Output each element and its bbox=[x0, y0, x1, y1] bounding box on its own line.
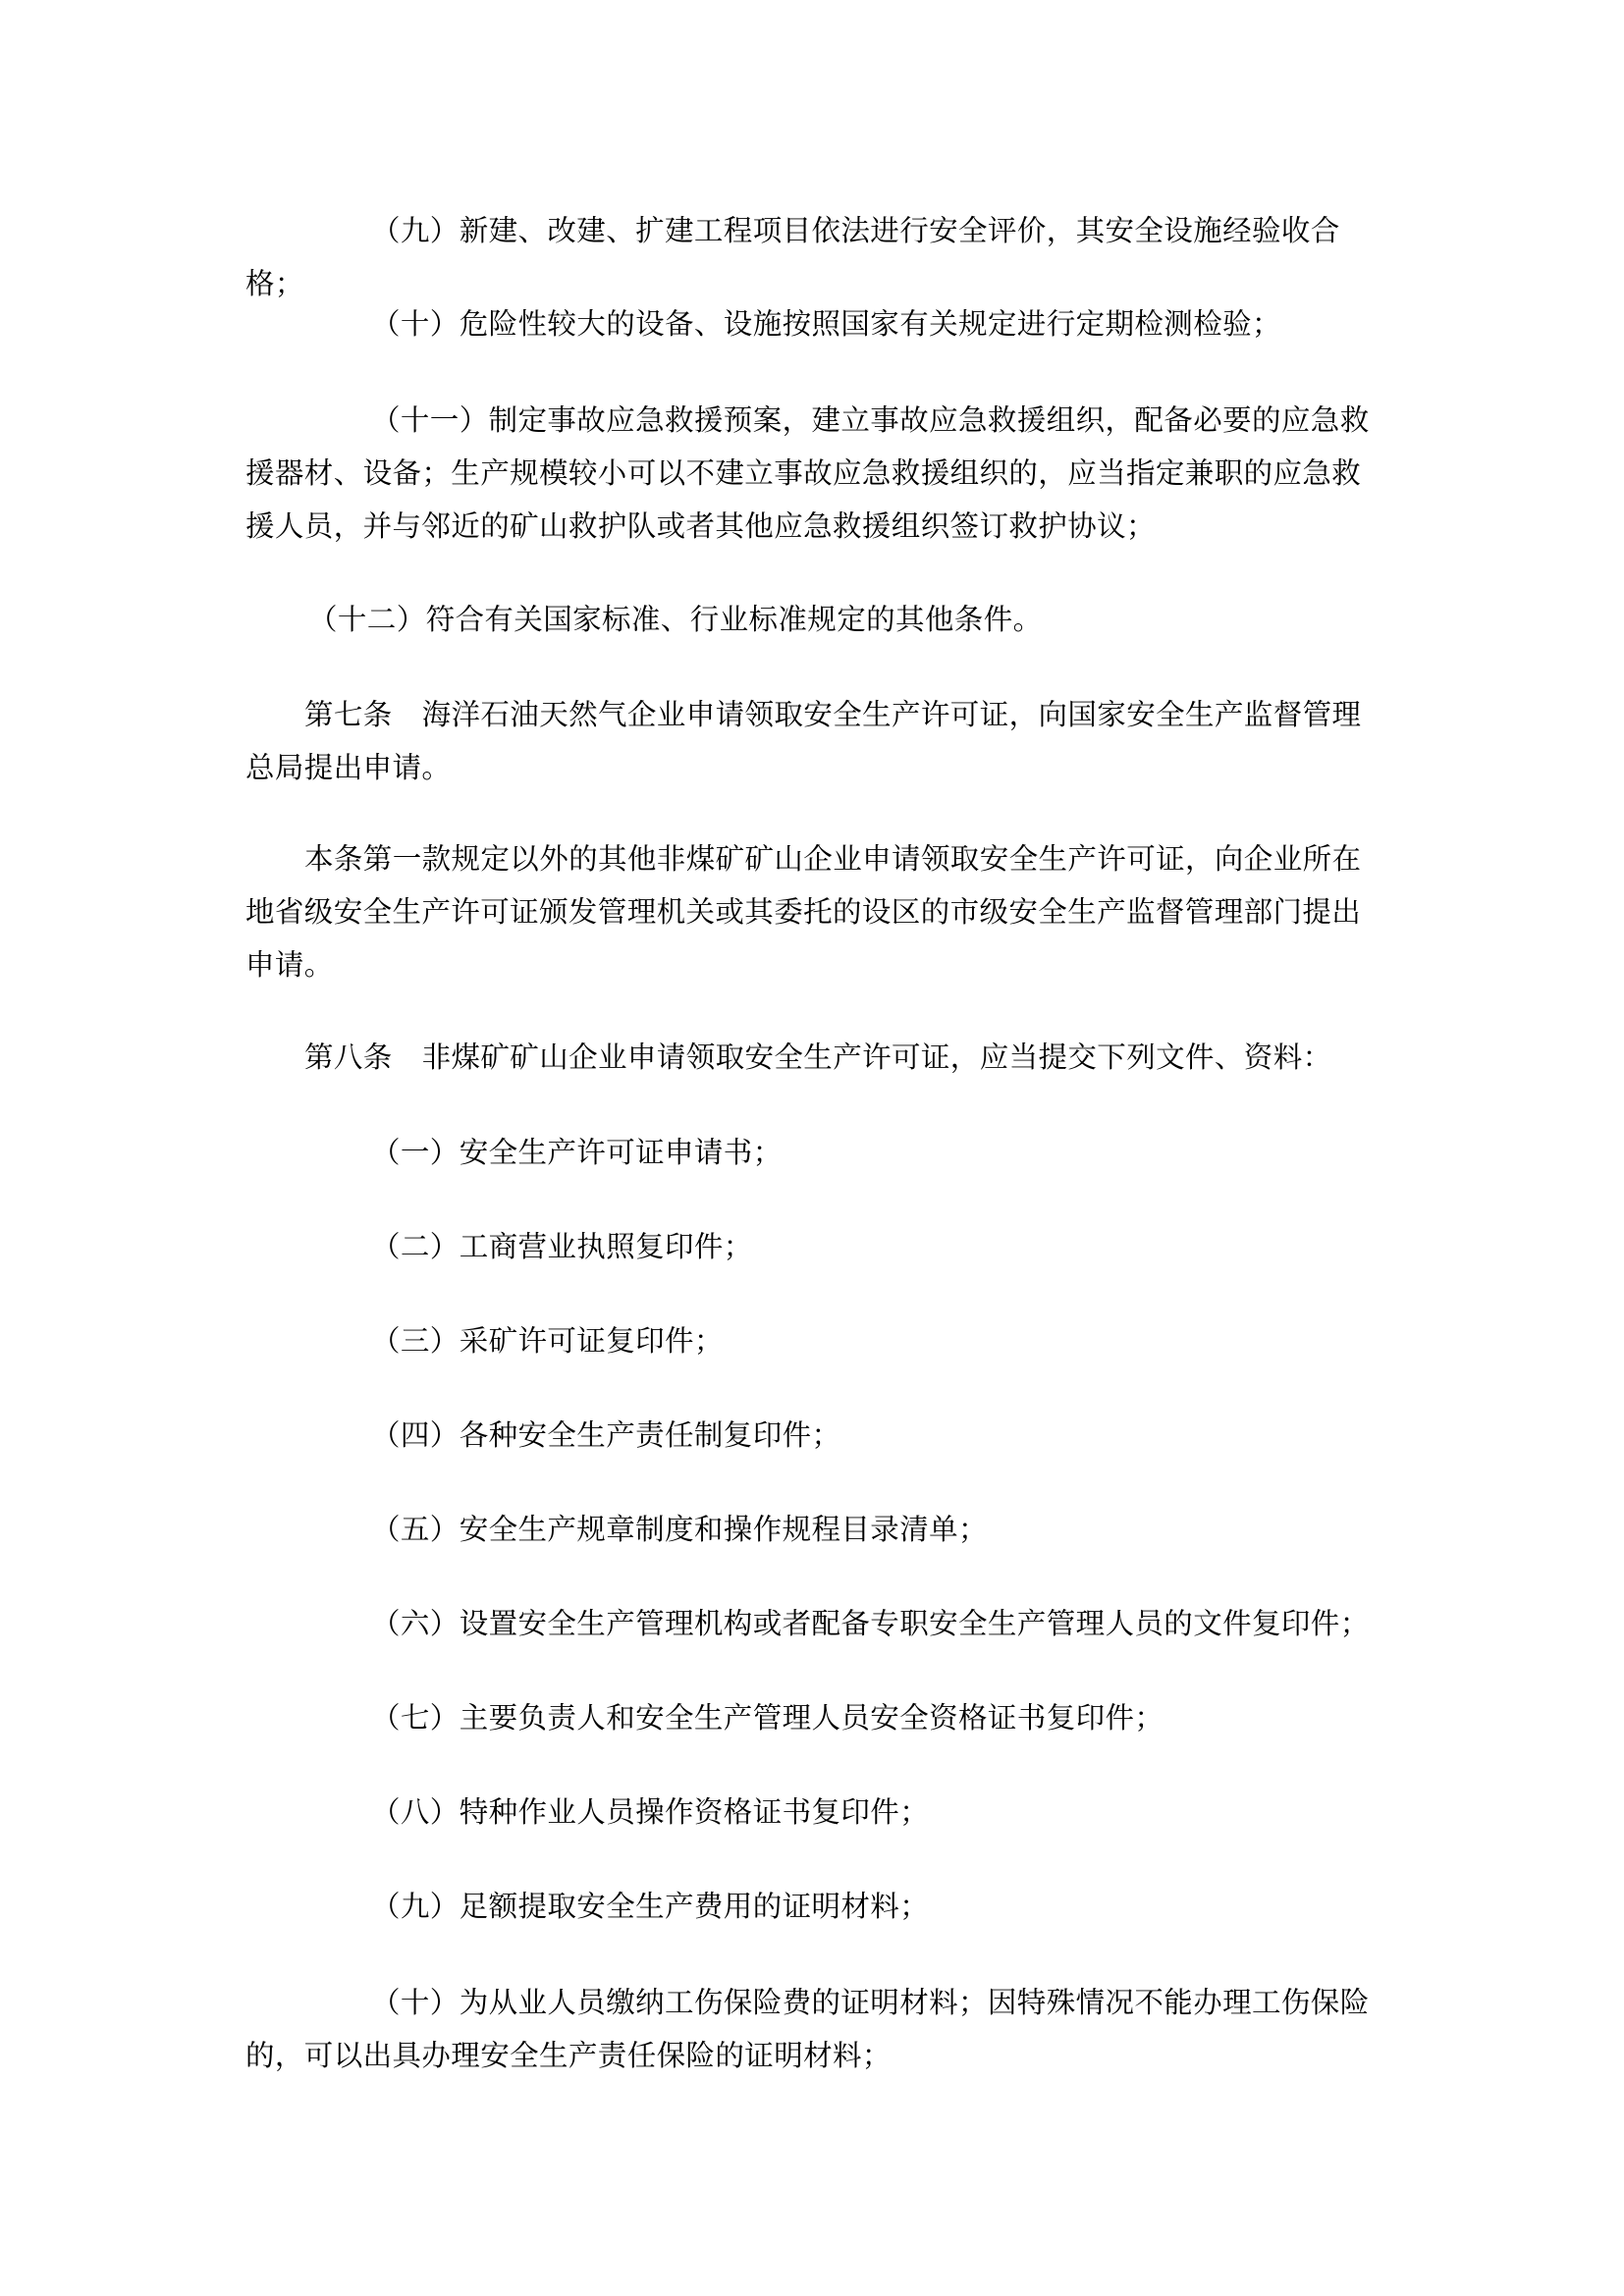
paragraph-item-4: （四）各种安全生产责任制复印件； bbox=[371, 1418, 841, 1452]
paragraph-item-1: （一）安全生产许可证申请书； bbox=[371, 1136, 783, 1169]
paragraph-item-2: （二）工商营业执照复印件； bbox=[371, 1230, 753, 1263]
paragraph-item-10-prev: （十）危险性较大的设备、设施按照国家有关规定进行定期检测检验； bbox=[371, 307, 1281, 341]
paragraph-item-8: （八）特种作业人员操作资格证书复印件； bbox=[371, 1795, 930, 1829]
paragraph-item-6: （六）设置安全生产管理机构或者配备专职安全生产管理人员的文件复印件； bbox=[371, 1607, 1370, 1640]
paragraph-item-5: （五）安全生产规章制度和操作规程目录清单； bbox=[371, 1513, 988, 1546]
paragraph-item-9-prev: （九）新建、改建、扩建工程项目依法进行安全评价，其安全设施经验收合格； bbox=[245, 214, 1340, 300]
paragraph-item-11-prev: （十一）制定事故应急救援预案，建立事故应急救援组织，配备必要的应急救援器材、设备；生产规模较小可以不建立事故应急救援组织的，应当指定兼职的应急救援人员，并与邻近的矿山救护队或者其他应急救援组织签订救护协议； bbox=[245, 403, 1370, 543]
paragraph-item-9: （九）足额提取安全生产费用的证明材料； bbox=[371, 1890, 930, 1923]
paragraph-item-12-prev: （十二）符合有关国家标准、行业标准规定的其他条件。 bbox=[308, 603, 1043, 636]
paragraph-item-7: （七）主要负责人和安全生产管理人员安全资格证书复印件； bbox=[371, 1701, 1164, 1735]
paragraph-article-7: 第七条 海洋石油天然气企业申请领取安全生产许可证，向国家安全生产监督管理总局提出申请。 bbox=[245, 698, 1362, 784]
paragraph-article-7-second: 本条第一款规定以外的其他非煤矿矿山企业申请领取安全生产许可证，向企业所在地省级安全生产许可证颁发管理机关或其委托的设区的市级安全生产监督管理部门提出申请。 bbox=[245, 842, 1362, 982]
paragraph-item-10: （十）为从业人员缴纳工伤保险费的证明材料；因特殊情况不能办理工伤保险的，可以出具办理安全生产责任保险的证明材料； bbox=[245, 1986, 1370, 2072]
paragraph-article-8: 第八条 非煤矿矿山企业申请领取安全生产许可证，应当提交下列文件、资料： bbox=[304, 1041, 1332, 1074]
paragraph-item-3: （三）采矿许可证复印件； bbox=[371, 1324, 724, 1358]
